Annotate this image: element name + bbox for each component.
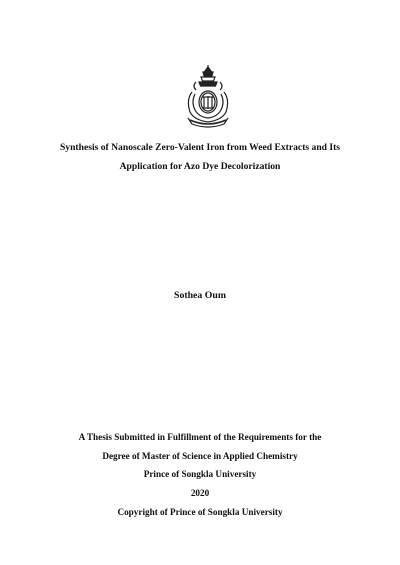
thesis-title xyxy=(20,138,380,176)
university-name: Prince of Songkla University xyxy=(143,469,257,480)
thesis-title-line-1: Synthesis of Nanoscale Zero-Valent Iron from Weed Extracts and Its xyxy=(59,142,341,153)
thesis-title-line-2: Application for Azo Dye Decolorization xyxy=(119,161,281,172)
author-name: Sothea Oum xyxy=(174,290,226,301)
submission-block xyxy=(20,428,380,522)
copyright-notice: Copyright of Prince of Songkla University xyxy=(117,506,283,517)
submission-statement-line-1: A Thesis Submitted in Fulfillment of the Requirements for the xyxy=(78,432,322,442)
submission-statement-line-2: Degree of Master of Science in Applied Chemistry xyxy=(102,450,298,461)
submission-year: 2020 xyxy=(190,488,210,499)
university-emblem-icon xyxy=(182,64,234,132)
